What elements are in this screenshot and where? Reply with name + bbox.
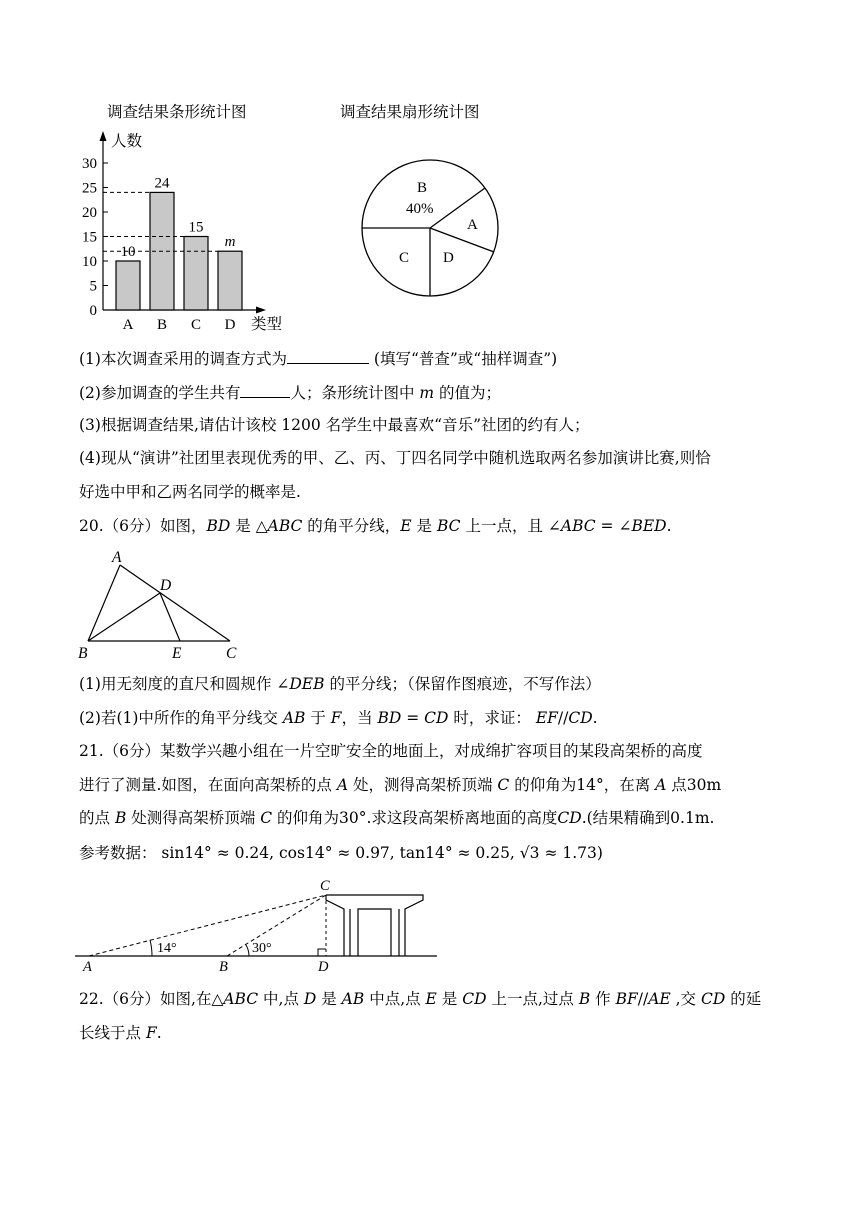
pie-label-c: C	[399, 250, 410, 266]
q20-part2: (2)若(1)中所作的角平分线交 AB 于 F，当 BD = CD 时，求证： EF//CD.	[79, 709, 598, 727]
y-axis-label: 人数	[111, 133, 143, 150]
q20-triangle-figure	[70, 545, 250, 663]
bar-chart-title: 调查结果条形统计图	[107, 104, 247, 121]
y-tick-label: 15	[82, 229, 97, 246]
x-category-label: B	[156, 317, 168, 333]
q19-part1: (1)本次调查采用的调查方式为 (填写“普查”或“抽样调查”)	[79, 347, 557, 370]
pie-label-b-percent: 40%	[406, 201, 434, 217]
pie-chart	[330, 95, 530, 310]
x-category-label: A	[122, 317, 134, 333]
q22-line2: 长线于点 F.	[79, 1024, 162, 1042]
y-tick-label: 10	[82, 254, 97, 270]
q21-line4: 参考数据： sin14° ≈ 0.24, cos14° ≈ 0.97, tan14° ≈ 0.25, √3 ≈ 1.73)	[79, 844, 603, 862]
bar-c	[184, 237, 208, 311]
point-e-label: E	[172, 645, 182, 662]
q19-blank-1	[287, 347, 369, 364]
pie-label-d: D	[443, 250, 454, 266]
bar-d	[218, 251, 242, 310]
y-tick-label: 0	[89, 303, 97, 319]
y-tick-label: 20	[82, 205, 97, 221]
q19-part4-line2: 好选中甲和乙两名同学的概率是.	[79, 483, 301, 501]
bridge-point-b-label: B	[219, 959, 228, 975]
q21-line3: 的点 B 处测得高架桥顶端 C 的仰角为30°.求这段高架桥离地面的高度CD.(结果精确到0.1m.	[79, 809, 715, 827]
x-category-label: C	[190, 317, 202, 333]
x-axis-label: 类型	[251, 316, 283, 333]
sight-line-a-c	[89, 895, 326, 956]
point-a-label: A	[112, 549, 122, 566]
bridge-point-d-label: D	[318, 959, 329, 975]
pie-chart-title: 调查结果扇形统计图	[340, 104, 480, 121]
angle-label-30: 30°	[252, 941, 272, 956]
q19-part4-line1: (4)现从“演讲”社团里表现优秀的甲、乙、丙、丁四名同学中随机选取两名参加演讲比赛,则恰	[79, 449, 711, 467]
y-tick-label: 25	[82, 180, 97, 197]
q20-heading: 20.（6分）如图，BD 是 △ABC 的角平分线，E 是 BC 上一点，且 ∠ABC = ∠BED.	[79, 517, 672, 535]
y-tick-label: 30	[82, 156, 97, 172]
angle-arc-14	[150, 940, 152, 956]
bar-data-label: 15	[188, 219, 204, 236]
angle-label-14: 14°	[157, 941, 177, 956]
point-d-label: D	[160, 577, 172, 594]
sight-line-b-c	[227, 895, 326, 956]
bar-data-label: m	[224, 234, 236, 251]
angle-arc-30	[246, 945, 249, 956]
bridge-structure	[326, 895, 423, 956]
y-tick-label: 5	[89, 278, 97, 295]
x-axis-arrow	[256, 307, 266, 314]
q22-line1: 22.（6分）如图,在△ABC 中,点 D 是 AB 中点,点 E 是 CD 上一点,过点 B 作 BF//AE ,交 CD 的延	[79, 990, 762, 1008]
bridge-point-c-label: C	[320, 878, 330, 894]
bar-a	[116, 261, 140, 310]
q21-bridge-figure	[75, 875, 440, 975]
pie-divider-a-d	[430, 228, 494, 252]
x-category-label: D	[224, 317, 236, 333]
point-b-label: B	[78, 645, 88, 662]
q21-line2: 进行了测量.如图，在面向高架桥的点 A 处，测得高架桥顶端 C 的仰角为14°，在离 A 点30m	[79, 776, 722, 794]
segment-bd	[88, 593, 160, 641]
q20-part1: (1)用无刻度的直尺和圆规作 ∠DEB 的平分线；（保留作图痕迹，不写作法）	[79, 675, 601, 693]
bar-data-label: 24	[154, 175, 170, 192]
y-axis-arrow	[100, 131, 107, 141]
right-angle-mark	[318, 949, 326, 956]
q19-part3: (3)根据调查结果,请估计该校 1200 名学生中最喜欢“音乐”社团的约有人；	[79, 416, 590, 434]
q21-line1: 21.（6分）某数学兴趣小组在一片空旷安全的地面上，对成绵扩容项目的某段高架桥的高度	[79, 742, 703, 760]
bridge-point-a-label: A	[83, 959, 92, 975]
bar-data-label: 10	[120, 244, 136, 260]
point-c-label: C	[226, 645, 237, 662]
q19-part2: (2)参加调查的学生共有 人；条形统计图中 m 的值为；	[79, 381, 501, 404]
pie-label-a: A	[467, 217, 478, 233]
segment-ab	[88, 565, 120, 641]
pie-label-b: B	[417, 180, 428, 196]
bar-chart	[70, 95, 300, 340]
q19-blank-2	[240, 381, 290, 398]
